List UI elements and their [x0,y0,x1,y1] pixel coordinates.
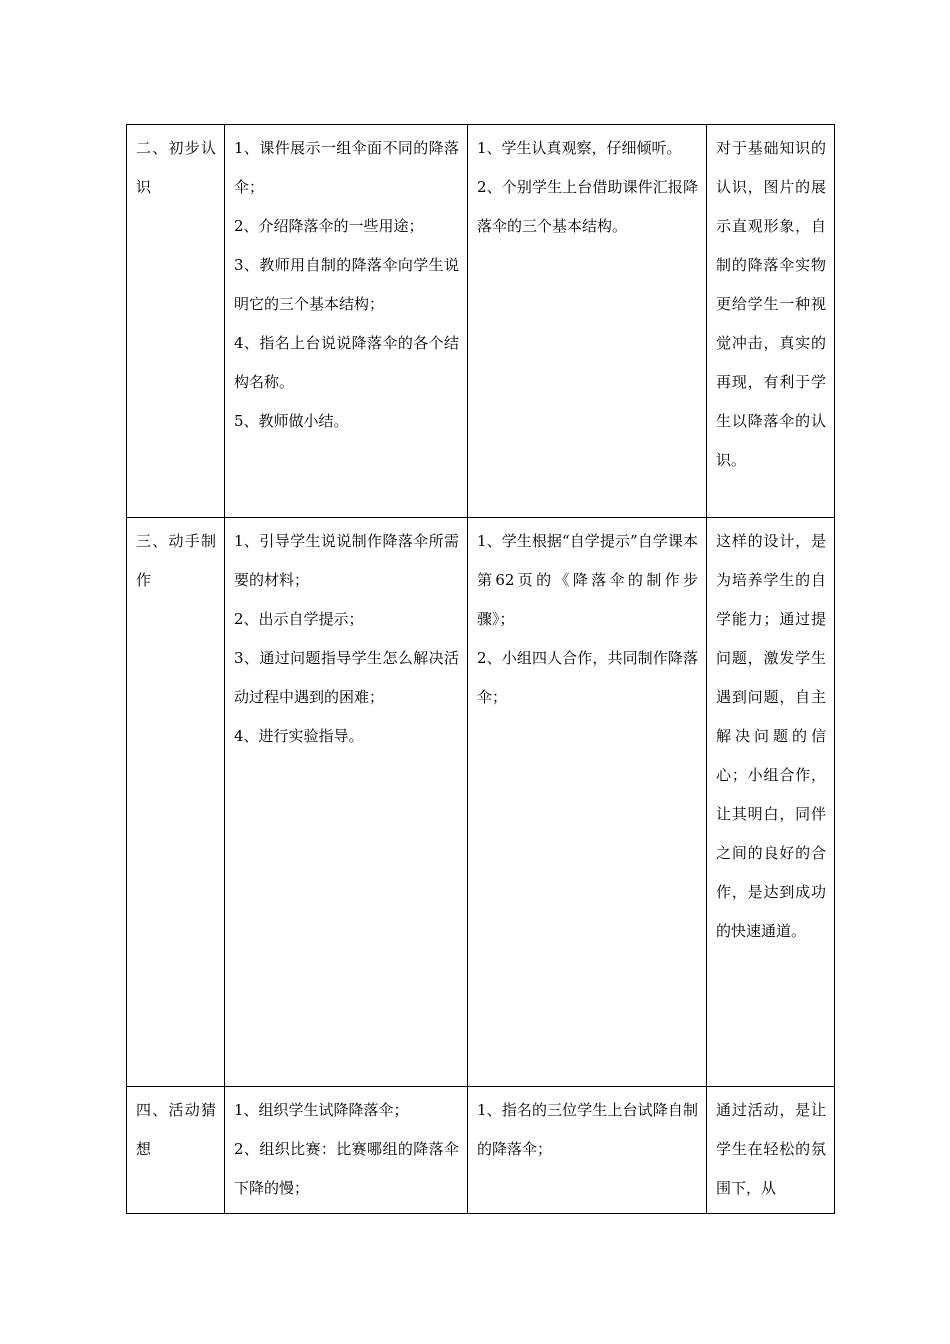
student-activity-item: 1、学生认真观察，仔细倾听。 [477,139,682,157]
table-row [127,125,835,518]
stage-cell [127,125,225,518]
stage-label: 二、初步认识 [136,139,216,196]
student-activity-cell [468,518,707,1087]
teacher-activity-item: 2、组织比赛：比赛哪组的降落伞下降的慢； [234,1140,459,1197]
student-activity-item: 1、指名的三位学生上台试降自制的降落伞； [477,1101,698,1158]
teacher-activity-cell [225,1087,468,1214]
teacher-activity-item: 1、组织学生试降降落伞； [234,1101,409,1119]
student-activity-item: 1、学生根据“自学提示”自学课本第62页的《降落伞的制作步骤》； [477,532,698,628]
teacher-activity-cell [225,125,468,518]
student-activity-cell [468,125,707,518]
design-intent-text: 通过活动，是让学生在轻松的氛围下，从 [716,1101,826,1197]
table-row [127,518,835,1087]
stage-cell [127,1087,225,1214]
teacher-activity-item: 2、介绍降落伞的一些用途； [234,217,424,235]
teacher-activity-item: 4、进行实验指导。 [234,727,364,745]
teacher-activity-item: 1、课件展示一组伞面不同的降落伞； [234,139,459,196]
design-intent-text: 对于基础知识的认识，图片的展示直观形象，自制的降落伞实物更给学生一种视觉冲击，真实的再现，有利于学生以降落伞的认识。 [716,139,826,469]
teacher-activity-item: 3、通过问题指导学生怎么解决活动过程中遇到的困难； [234,649,459,706]
student-activity-item: 2、个别学生上台借助课件汇报降落伞的三个基本结构。 [477,178,698,235]
design-intent-cell [707,518,835,1087]
stage-cell [127,518,225,1087]
student-activity-item: 2、小组四人合作，共同制作降落伞； [477,649,698,706]
design-intent-cell [707,125,835,518]
student-activity-cell [468,1087,707,1214]
design-intent-cell [707,1087,835,1214]
table-row [127,1087,835,1214]
teacher-activity-cell [225,518,468,1087]
teacher-activity-item: 2、出示自学提示； [234,610,364,628]
teacher-activity-item: 3、教师用自制的降落伞向学生说明它的三个基本结构； [234,256,459,313]
stage-label: 四、活动猜想 [136,1101,216,1158]
teacher-activity-item: 1、引导学生说说制作降落伞所需要的材料； [234,532,459,589]
stage-label: 三、动手制作 [136,532,216,589]
lesson-plan-table [126,124,835,1214]
teacher-activity-item: 5、教师做小结。 [234,412,349,430]
teacher-activity-item: 4、指名上台说说降落伞的各个结构名称。 [234,334,459,391]
design-intent-text: 这样的设计，是为培养学生的自学能力；通过提问题，激发学生遇到问题，自主解决问题的信心；小组合作，让其明白，同伴之间的良好的合作，是达到成功的快速通道。 [716,532,826,940]
